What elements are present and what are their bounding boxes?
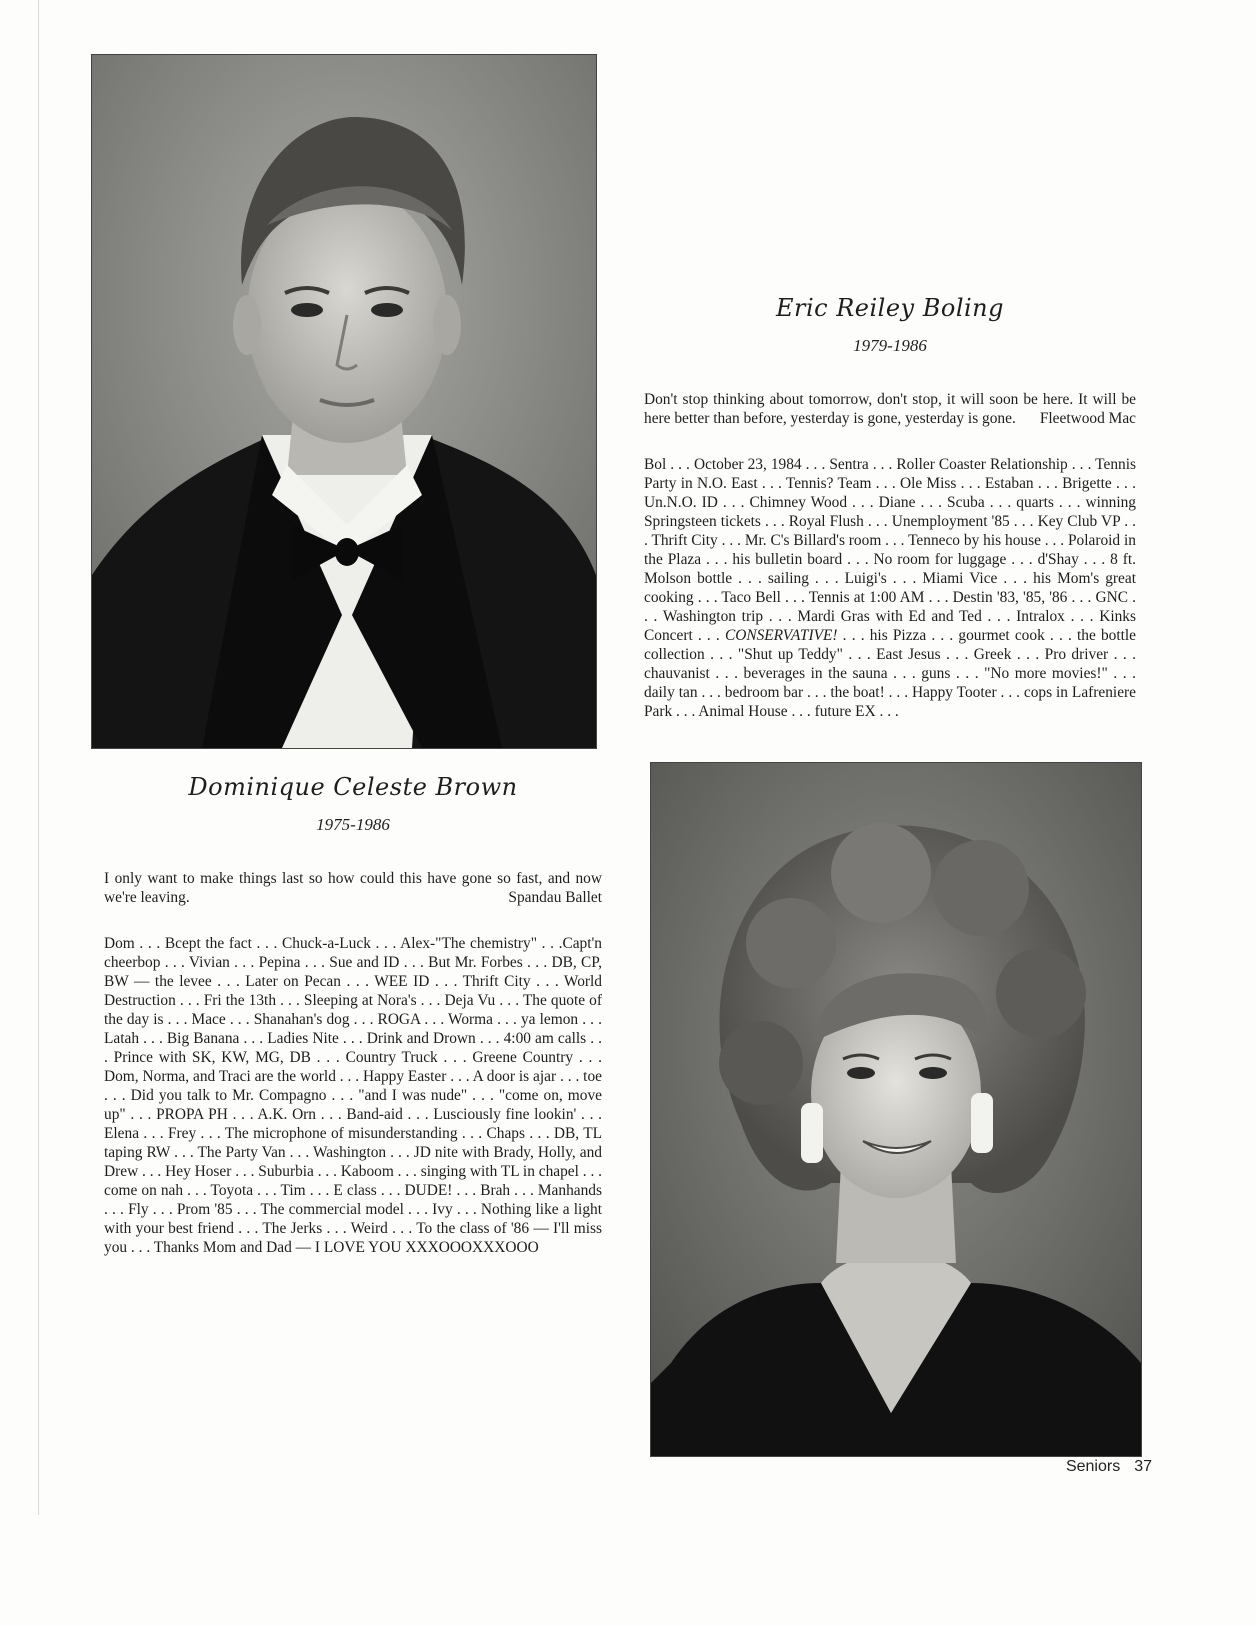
senior-memories: Dom . . . Bcept the fact . . . Chuck-a-Luck . . . Alex-"The chemistry" . . .Capt'n cheerbop . . . Vivian . . . Pepina . . . Sue and ID . . . But Mr. Forbes . . . DB, CP, BW — the levee . . . Later on Pecan . . . WEE ID . . . Thrift City . . . World Destruction . . . Fri the 13th . . . Sleeping at Nora's . . . Deja Vu . . . The quote of the day is . . . Mace . . . Shanahan's dog . . . ROGA . . . Worma . . . ya lemon . . . Latah . . . Big Banana . . . Ladies Nite . . . Drink and Drown . . . 4:00 am calls . . . Prince with SK, KW, MG, DB . . . Country Truck . . . Greene Country . . . Dom, Norma, and Traci are the world . . . Happy Easter . . . A door is ajar . . . toe . . . Did you talk to Mr. Compagno . . . "and I was nude" . . . "come on, move up" . . . PROPA PH . . . A.K. Orn . . . Band-aid . . . Lusciously fine lookin' . . . Elena . . . Frey . . . The microphone of misunderstanding . . . Chaps . . . DB, TL taping RW . . . The Party Van . . . Washington . . . JD nite with Brady, Holly, and Drew . . . Hey Hoser . . . Suburbia . . . Kaboom . . . singing with TL in chapel . . . come on nah . . . Toyota . . . Tim . . . E class . . . DUDE! . . . Brah . . . Manhands . . . Fly . . . Prom '85 . . . The commercial model . . . Ivy . . . Nothing like a light with your best friend . . . The Jerks . . . Weird . . . To the class of '86 — I'll miss you . . . Thanks Mom and Dad — I LOVE YOU XXXOOOXXXOOO (104, 935, 602, 1256)
senior-quote (104, 869, 602, 907)
footer-section: Seniors (1065, 1458, 1121, 1475)
page-number: 37 (1134, 1458, 1152, 1475)
memories-emphasis: CONSERVATIVE! (724, 627, 838, 644)
senior-name: Eric Reiley Boling (775, 294, 1004, 322)
senior-quote (644, 390, 1136, 428)
senior-years: 1979-1986 (853, 336, 927, 355)
quote-text: Don't stop thinking about tomorrow, don't stop, it will soon be here. It will be here better than before, yesterday is gone, yesterday is gone. (644, 391, 1136, 427)
portrait-photo-dominique (650, 762, 1142, 1457)
senior-name: Dominique Celeste Brown (188, 773, 518, 801)
portrait-photo-eric (91, 54, 597, 749)
memories-text: Bol . . . October 23, 1984 . . . Sentra . . . Roller Coaster Relationship . . . Tennis Party in N.O. East . . . Tennis? Team . . . Ole Miss . . . Estaban . . . Brigette . . . Un.N.O. ID . . . Chimney Wood . . . Diane . . . Scuba . . . quarts . . . winning Springsteen tickets . . . Royal Flush . . . Unemployment '85 . . . Key Club VP . . . Thrift City . . . Mr. C's Billard's room . . . Tenneco by his house . . . Polaroid in the Plaza . . . his bulletin board . . . No room for luggage . . . d'Shay . . . 8 ft. Molson bottle . . . sailing . . . Luigi's . . . Miami Vice . . . his Mom's great cooking . . . Taco Bell . . . Tennis at 1:00 AM . . . Destin '83, '85, '86 . . . GNC . . . Washington trip . . . Mardi Gras with Ed and Ted . . . Intralox . . . Kinks Concert . . . (644, 456, 1136, 644)
senior-entry-eric (644, 294, 1136, 721)
senior-years: 1975-1986 (316, 815, 390, 834)
senior-memories (644, 455, 1136, 721)
page-edge-line (38, 0, 39, 1515)
memories-text-continued: . . . his Pizza . . . gourmet cook . . . the bottle collection . . . "Shut up Teddy" . . . East Jesus . . . Greek . . . Pro driver . . . chauvanist . . . beverages in the sauna . . . guns . . . "No more movies!" . . . daily tan . . . bedroom bar . . . the boat! . . . Happy Tooter . . . cops in Lafreniere Park . . . Animal House . . . future EX . . . (644, 627, 1136, 720)
senior-entry-dominique (104, 773, 602, 1257)
quote-text: I only want to make things last so how could this have gone so fast, and now we're leaving. (104, 870, 602, 906)
page-footer (1066, 1458, 1152, 1476)
quote-author: Fleetwood Mac (1039, 410, 1136, 427)
quote-author: Spandau Ballet (508, 889, 602, 906)
